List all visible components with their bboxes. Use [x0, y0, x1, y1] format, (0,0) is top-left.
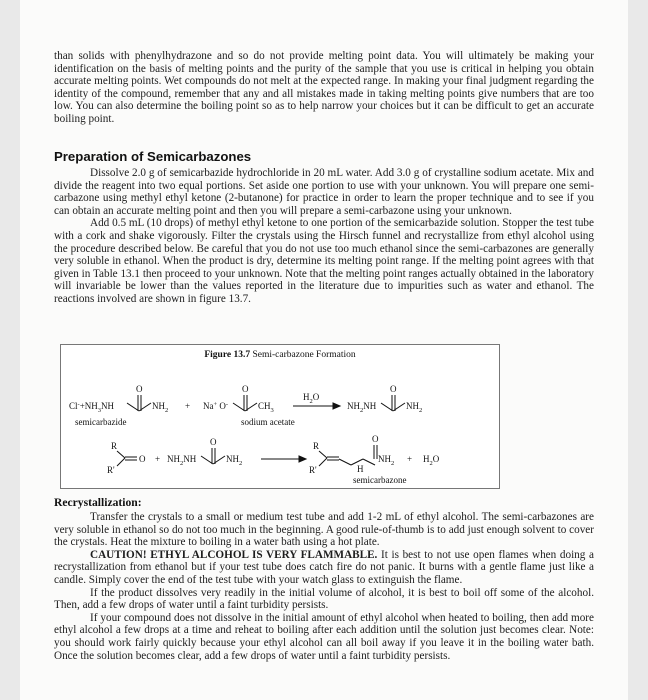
recryst-paragraph-4: If your compound does not dissolve in the initial amount of ethyl alcohol when heated to boiling, then add more ethyl alcohol a few drops at a time and reheat to boiling after each addition until the solution just becomes clear. Note: you should work fairly quickly because your ethyl alcohol can all boil away if you leave it in the boiling water bath. Once the solution becomes clear, add a few drops of water until a faint turbidity persists. [54, 611, 594, 662]
recryst-heading: Recrystallization: [54, 496, 142, 509]
sodium-acetate-label: sodium acetate [241, 417, 295, 427]
product-r: R [313, 441, 320, 451]
plus-3: + [407, 454, 413, 464]
reagent-semicarbazide-oxygen: O [210, 437, 217, 447]
plus-1: + [185, 401, 191, 411]
semicarbazone-amine: $NH_2$ [378, 454, 395, 467]
figure-caption-number: Figure 13.7 [204, 350, 251, 360]
free-semicarbazide-bonds [381, 395, 405, 411]
reagent-semicarbazide-bonds [201, 448, 225, 464]
recryst-body [54, 511, 594, 662]
recryst-paragraph-3: If the product dissolves very readily in the initial volume of alcohol, it is best to boil off some of the alcohol. Then, add a few drops of water until a faint turbidity persists. [54, 586, 594, 612]
prep-paragraph-2: Add 0.5 mL (10 drops) of methyl ethyl ketone to one portion of the semicarbazide solution. Stopper the test tube with a cork and shake vigorously. Filter the crystals using the Hirsch funnel and recrystallize from ethyl alcohol using the procedure described below. Be careful that you do not use too much ethanol since the semi-carbazones are generally very soluble in ethanol. When the product is dry, determine its melting point range. If the melting point agrees with that given in Table 13.1 then proceed to your unknown. Note that the melting point ranges actually obtained in the laboratory will invariable be lower than the values reported in the literature due to impurities such as water and ethanol. The reactions involved are shown in figure 13.7. [54, 217, 594, 305]
ketone-r-prime: R' [107, 465, 115, 475]
prep-heading: Preparation of Semicarbazones [54, 149, 252, 164]
semicarbazone-oxygen: O [372, 434, 379, 444]
semicarbazone-label: semicarbazone [353, 475, 407, 485]
semicarbazide-bonds [127, 395, 151, 411]
free-semicarbazide-left: $NH_2NH$ [347, 401, 377, 414]
acetate-oxygen: O [242, 384, 249, 394]
reaction-scheme [61, 345, 499, 488]
water-product: $H_2O$ [423, 454, 440, 467]
reaction-arrow-1 [293, 403, 340, 409]
prep-body [54, 167, 594, 306]
semicarbazone-bonds [319, 445, 377, 466]
arrow-water-label: $H_2O$ [303, 392, 320, 405]
caution-text: CAUTION! ETHYL ALCOHOL IS VERY FLAMMABLE. [90, 548, 378, 561]
recryst-paragraph-1: Transfer the crystals to a small or medium test tube and add 1-2 mL of ethyl alcohol. The semi-carbazones are very soluble in ethanol so do not too much in the beginning. A good rule-of-thumb is to add just enough solvent to cover the crystals. Heat the mixture to boiling in a water bath using a hot plate. [54, 511, 594, 549]
product-r-prime: R' [309, 465, 317, 475]
acetate-bonds [233, 395, 257, 411]
caution-rest: It is best to not use open flames when doing a recrystallization from ethanol but if your test tube does catch fire do not panic. It burns with a gentle flame just like a candle. Simply cover the end of the test tube with your watch glass to extinguish the flame. [54, 548, 594, 586]
plus-2: + [155, 454, 161, 464]
ketone-r: R [111, 441, 118, 451]
document-page [20, 0, 628, 700]
ketone-oxygen: O [139, 454, 146, 464]
chloride-ion-label: $Cl^-+NH_3NH$ [69, 401, 115, 414]
acetate-methyl: $CH_3$ [258, 401, 274, 414]
free-semicarbazide-oxygen: O [390, 384, 397, 394]
semicarbazide-amine: $NH_2$ [152, 401, 169, 414]
semicarbazone-nh-hydrogen: H [357, 464, 364, 474]
recryst-paragraph-2 [54, 549, 594, 587]
reagent-semicarbazide-left: $NH_2NH$ [167, 454, 197, 467]
prep-paragraph-1: Dissolve 2.0 g of semicarbazide hydrochloride in 20 mL water. Add 3.0 g of crystalline sodium acetate. Mix and divide the reagent into two equal portions. Set aside one portion to use with your unknown. You will prepare one semi-carbazone using methyl ethyl ketone (2-butanone) for practice in order to learn the proper technique and to see if you can obtain an accurate melting point and then you will prepare a semi-carbazone using your unknown. [54, 167, 594, 217]
figure-13-7 [60, 344, 500, 489]
figure-caption-title: Semi-carbazone Formation [252, 350, 356, 360]
sodium-ion-label: Na+ O- [203, 401, 229, 411]
intro-text: than solids with phenylhydrazone and so do not provide melting point data. You will ultimately be making your identification on the basis of melting points and the purity of the sample that you use is critical in helping you obtain accurate melting points. Wet compounds do not melt at the expected range. In making your final judgment regarding the identity of the compound, remember that any and all mistakes made in taking melting points give numbers that are too low. You can also determine the boiling point so as to help narrow your choices but it can be difficult to get an accurate boiling point. [54, 50, 594, 125]
reaction-arrow-2 [261, 456, 306, 462]
semicarbazide-oxygen: O [136, 384, 143, 394]
free-semicarbazide-amine: $NH_2$ [406, 401, 423, 414]
ketone-bonds [117, 451, 137, 466]
reagent-semicarbazide-amine: $NH_2$ [226, 454, 243, 467]
semicarbazide-label: semicarbazide [75, 417, 127, 427]
intro-paragraph [54, 50, 594, 126]
